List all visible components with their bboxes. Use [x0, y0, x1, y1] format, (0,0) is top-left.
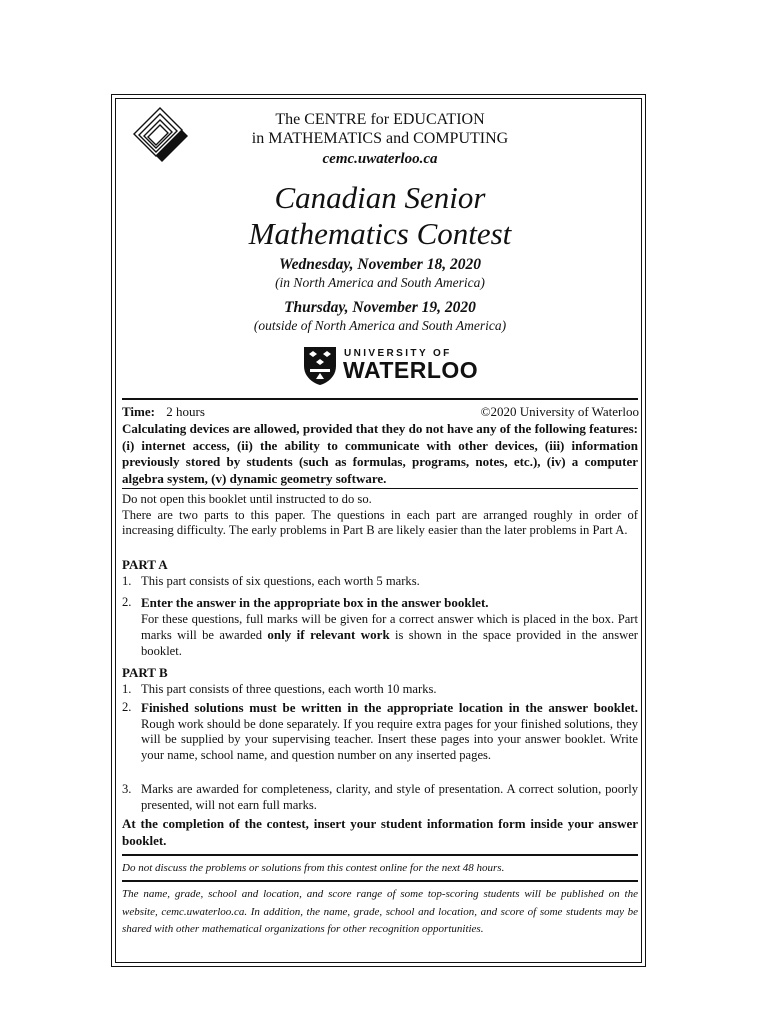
- divider-footer: [122, 854, 638, 856]
- centre-line-2: in MATHEMATICS and COMPUTING: [251, 130, 509, 147]
- part-b-heading: PART B: [122, 665, 168, 680]
- date-wednesday-location: (in North America and South America): [275, 275, 485, 290]
- publication-notice: The name, grade, school and location, and score range of some top-scoring students will be published on the website, cemc.uwaterloo.ca. In addition, the name, grade, school and location, and score of some students may be shared with other mathematical organizations for other recognition opportunities.: [122, 888, 638, 936]
- list-number: 1.: [122, 574, 132, 588]
- uw-shield-icon: [303, 346, 337, 386]
- list-number: 2.: [122, 700, 132, 714]
- list-number: 1.: [122, 682, 132, 696]
- list-bold-text: Finished solutions must be written in the appropriate location in the answer booklet.: [141, 700, 638, 715]
- cemc-logo-icon: [130, 104, 194, 166]
- two-parts-text: There are two parts to this paper. The questions in each part are arranged roughly in order of increasing difficulty. The early problems in Part B are likely easier than the later problems in Part A.: [122, 507, 638, 538]
- part-b-item-3: [122, 782, 638, 813]
- do-not-open-text: Do not open this booklet until instructed to do so.: [122, 492, 372, 506]
- list-text: This part consists of three questions, each worth 10 marks.: [141, 682, 437, 696]
- contest-title-line-2: Mathematics Contest: [248, 216, 512, 251]
- list-text: is shown in the space provided in the answer booklet.: [141, 628, 638, 658]
- list-bold-text: Enter the answer in the appropriate box in the answer booklet.: [141, 595, 489, 610]
- uw-logo-bottom-text: WATERLOO: [343, 357, 479, 383]
- list-text: Rough work should be done separately. If you require extra pages for your finished solutions, they will be supplied by your supervising teacher. Insert these pages into your answer booklet. Write your name, school name, and question number on any inserted pages.: [141, 716, 638, 762]
- uw-logo-top-text: UNIVERSITY OF: [344, 348, 452, 359]
- time-row: [122, 404, 205, 421]
- divider-header: [122, 398, 638, 400]
- list-number: 3.: [122, 782, 132, 796]
- centre-line-1: The CENTRE for EDUCATION: [275, 111, 485, 128]
- part-b-item-2: [122, 700, 638, 763]
- part-b-item-1: [122, 682, 638, 698]
- part-a-item-2: [122, 595, 638, 659]
- instructions: [122, 492, 638, 539]
- cemc-url[interactable]: cemc.uwaterloo.ca: [322, 151, 438, 167]
- divider-rules: [122, 488, 638, 489]
- calculator-rules: Calculating devices are allowed, provided that they do not have any of the following features: (i) internet access, (ii) the ability to communicate with other devices, (iii) information previously stored by students (such as formulas, programs, notes, etc.), (iv) a computer algebra system, (v) dynamic geometry software.: [122, 421, 638, 486]
- list-bold-text: only if relevant work: [267, 627, 390, 643]
- list-text: This part consists of six questions, each worth 5 marks.: [141, 574, 420, 588]
- part-a-heading: PART A: [122, 557, 168, 572]
- date-wednesday: Wednesday, November 18, 2020: [279, 256, 481, 273]
- date-thursday: Thursday, November 19, 2020: [284, 299, 476, 316]
- list-number: 2.: [122, 595, 132, 609]
- list-text: For these questions, full marks will be given for a correct answer which is placed in the box. Part marks will be awarded: [141, 611, 638, 643]
- list-text: Marks are awarded for completeness, clarity, and style of presentation. A correct solution, poorly presented, will not earn full marks.: [141, 782, 638, 812]
- time-value: 2 hours: [166, 404, 205, 419]
- part-a-item-1: [122, 574, 638, 590]
- completion-instruction: At the completion of the contest, insert your student information form inside your answer booklet.: [122, 816, 638, 848]
- date-thursday-location: (outside of North America and South America): [253, 318, 507, 333]
- divider-footer-2: [122, 880, 638, 882]
- copyright: ©2020 University of Waterloo: [480, 404, 639, 419]
- time-label: Time:: [122, 404, 155, 419]
- no-discuss-notice: Do not discuss the problems or solutions from this contest online for the next 48 hours.: [122, 862, 505, 874]
- contest-title-line-1: Canadian Senior: [274, 180, 486, 215]
